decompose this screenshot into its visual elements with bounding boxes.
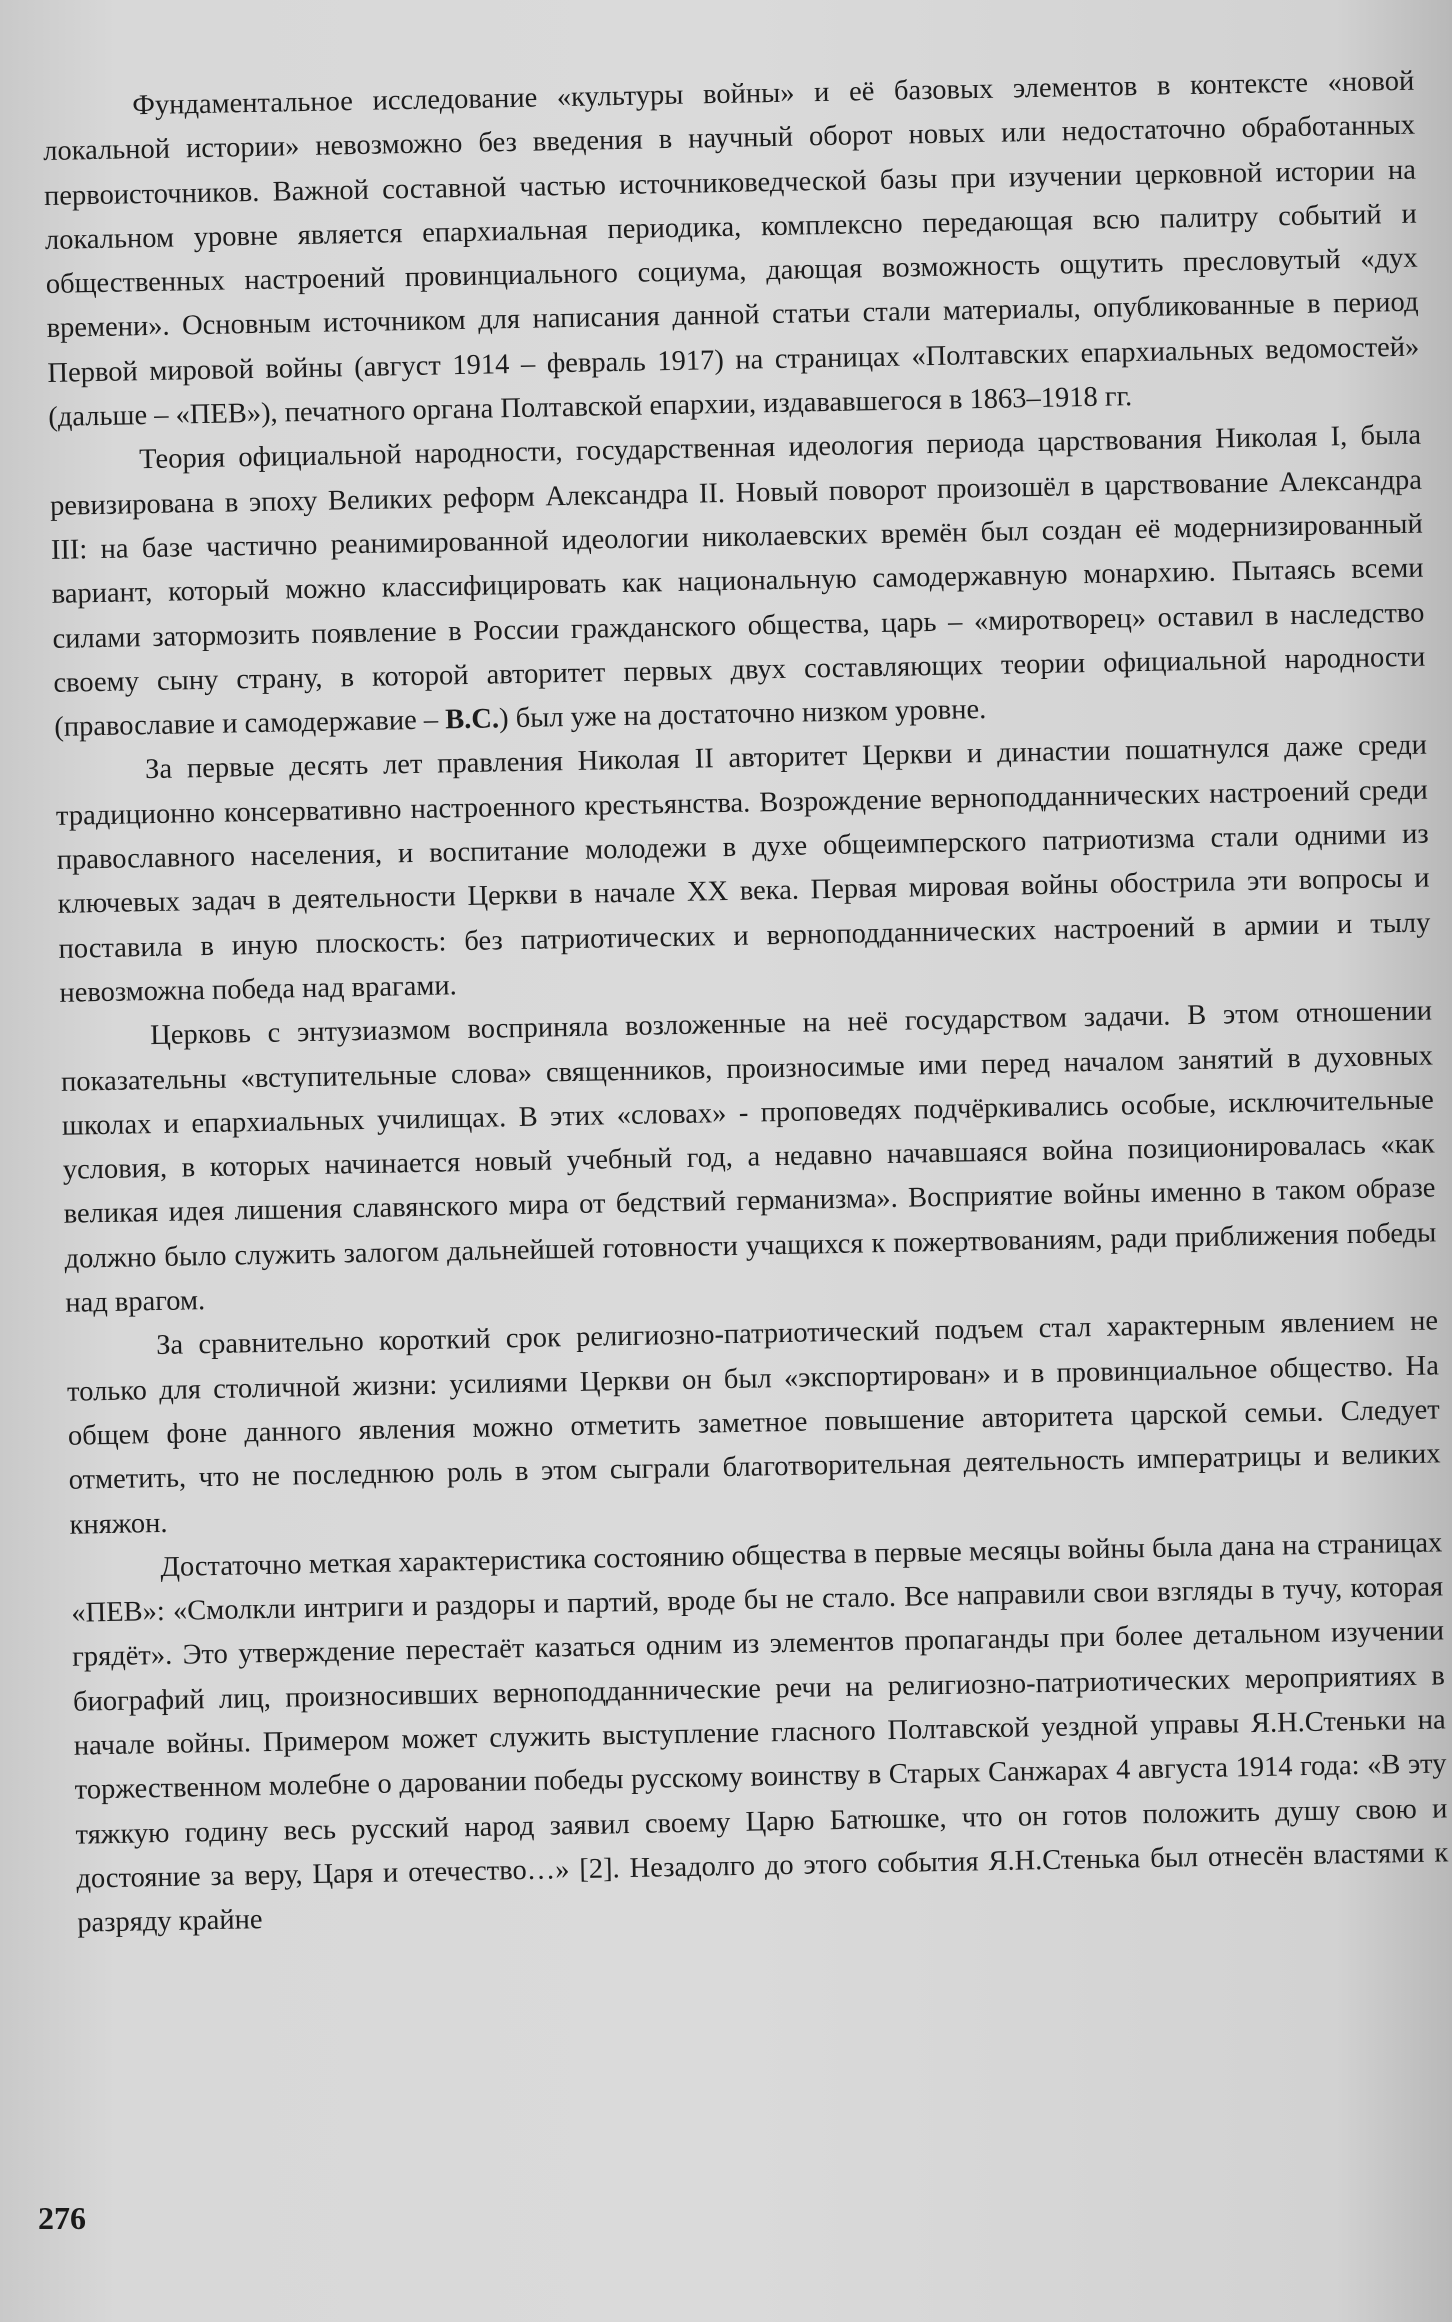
paragraph-6: Достаточно меткая характеристика состоянию общества в первые месяцы войны была дана на страницах «ПЕВ»: «Смолкли интриги и раздоры и партий, вроде бы не стало. Все направили свои взгляды в тучу, которая грядёт». Это утверждение перестаёт казаться одним из элементов пропаганды при более детальном изучении биографий лиц, произносивших верноподданнические речи на религиозно-патриотических мероприятиях в начале войны. Примером может служить выступление гласного Полтавской уездной управы Я.Н.Стеньки на торжественном молебне о даровании победы русскому воинству в Старых Санжарах 4 августа 1914 года: «В эту тяжкую годину весь русский народ заявил своему Царю Батюшке, что он готов положить душу свою и достояние за веру, Царя и отечество…» [2]. Незадолго до этого события Я.Н.Стенька был отнесён властями к разряду крайне <box>71 1527 1449 1939</box>
paragraph-2 <box>49 414 1427 750</box>
body-text <box>42 60 1449 1946</box>
paragraph-2-tail: ) был уже на достаточно низком уровне. <box>498 694 987 735</box>
paragraph-3: За первые десять лет правления Николая II авторитет Церкви и династии пошатнулся даже среди традиционно консервативно настроенного крестьянства. Возрождение верноподданнических настроений среди православного населения, и воспитание молодежи в духе общеимперского патриотизма стали одними из ключевых задач в деятельности Церкви в начале XX века. Первая мировая войны обострила эти вопросы и поставила в иную плоскость: без патриотических и верноподданнических настроений в армии и тылу невозможна победа над врагами. <box>55 729 1431 1009</box>
page-number: 276 <box>38 2200 86 2236</box>
paragraph-2-text: Теория официальной народности, государственная идеология периода царствования Николая I, была ревизирована в эпоху Великих реформ Александра II. Новый поворот произошёл в царствование Александра III: на базе частично реанимированной идеологии николаевских времён был создан её модернизированный вариант, который можно классифицировать как национальную самодержавную монархию. Пытаясь всеми силами затормозить появление в России гражданского общества, царь – «миротворец» оставил в наследство своему сыну страну, в которой авторитет первых двух составляющих теории официальной народности (православие и самодержавие – <box>49 419 1426 744</box>
paragraph-5: За сравнительно короткий срок религиозно-патриотический подъем стал характерным явлением не только для столичной жизни: усилиями Церкви он был «экспортирован» и в провинциальное общество. На общем фоне данного явления можно отметить заметное повышение авторитета царской семьи. Следует отметить, что не последнюю роль в этом сыграли благотворительная деятельность императрицы и великих княжон. <box>66 1305 1441 1541</box>
author-initials: В.С. <box>444 703 500 736</box>
paragraph-1: Фундаментальное исследование «культуры войны» и её базовых элементов в контексте «новой локальной истории» невозможно без введения в научный оборот новых или недостаточно обработанных первоисточников. Важной составной частью источниковедческой базы при изучении церковной истории на локальном уровне является епархиальная периодика, комплексно передающая всю палитру событий и общественных настроений провинциального социума, дающая возможность ощутить пресловутый «дух времени». Основным источником для написания данной статьи стали материалы, опубликованные в период Первой мировой войны (август 1914 – февраль 1917) на страницах «Полтавских епархиальных ведомостей» (дальше – «ПЕВ»), печатного органа Полтавской епархии, издававшегося в 1863–1918 гг. <box>42 65 1420 434</box>
paragraph-4: Церковь с энтузиазмом восприняла возложенные на неё государством задачи. В этом отношении показательны «вступительные слова» священников, произносимые ими перед началом занятий в духовных школах и епархиальных училищах. В этих «словах» - проповедях подчёркивались особые, исключительные условия, в которых начинается новый учебный год, а недавно начавшаяся война позиционировалась «как великая идея лишения славянского мира от бедствий германизма». Восприятие войны именно в таком образе должно было служить залогом дальнейшей готовности учащихся к пожертвованиям, ради приближения победы над врагом. <box>60 995 1437 1319</box>
